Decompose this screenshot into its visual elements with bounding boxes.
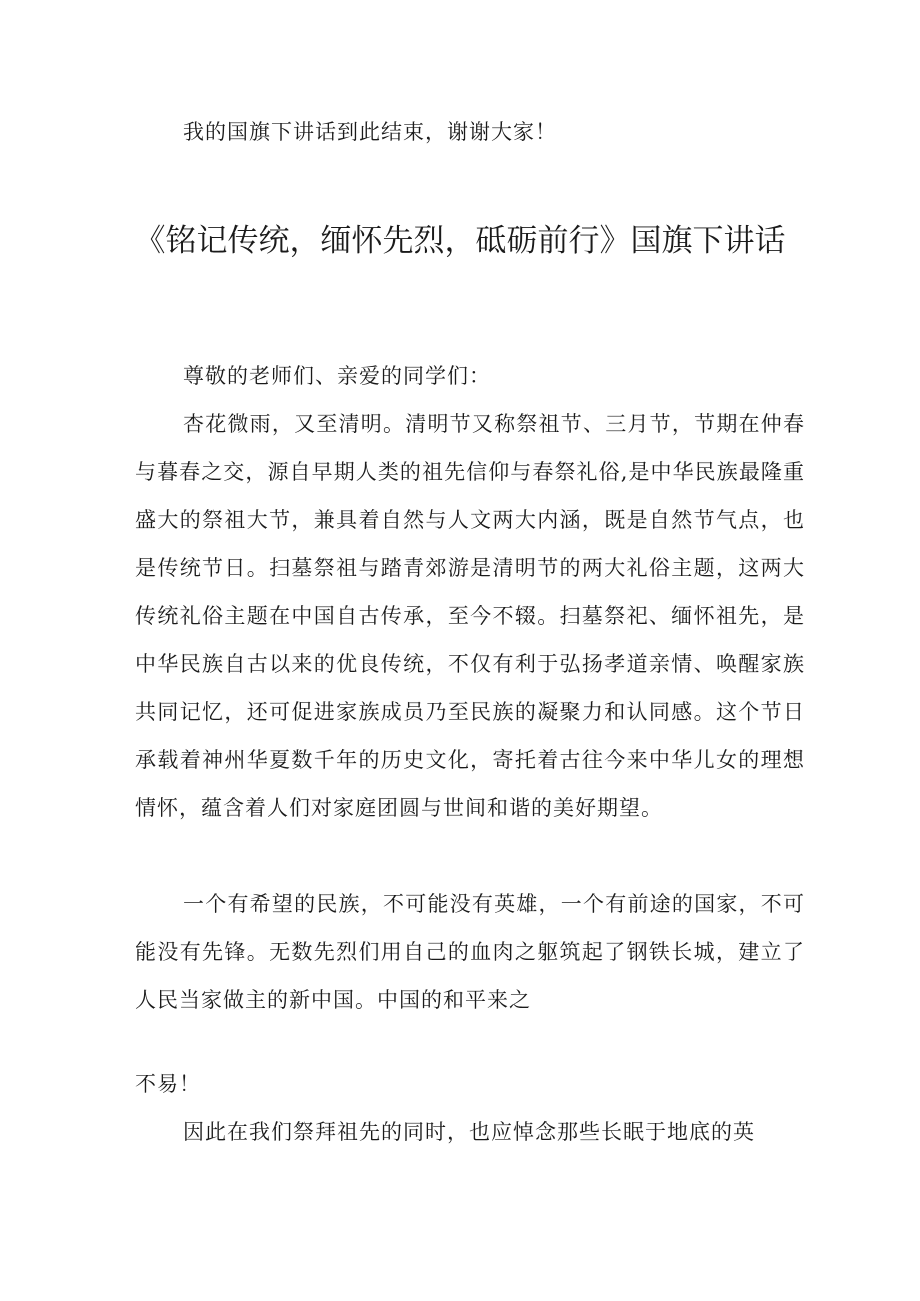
paragraph-mourning: 因此在我们祭拜祖先的同时，也应悼念那些长眠于地底的英 [183,1120,755,1144]
page-title: 《铭记传统，缅怀先烈，砥砺前行》国旗下讲话 [134,223,786,259]
closing-line: 我的国旗下讲话到此结束，谢谢大家！ [183,120,557,144]
salutation: 尊敬的老师们、亲爱的同学们： [183,364,491,388]
paragraph-heroes: 一个有希望的民族，不可能没有英雄，一个有前途的国家，不可能没有先锋。无数先烈们用自己的血肉之躯筑起了钢铁长城，建立了人民当家做主的新中国。中国的和平来之 [135,892,805,1012]
paragraph-qingming: 杏花微雨，又至清明。清明节又称祭祖节、三月节，节期在仲春与暮春之交，源自早期人类的祖先信仰与春祭礼俗,是中华民族最隆重盛大的祭祖大节，兼具着自然与人文两大内涵，既是自然节气点，也是传统节日。扫墓祭祖与踏青郊游是清明节的两大礼俗主题，这两大传统礼俗主题在中国自古传承，至今不辍。扫墓祭祀、缅怀祖先，是中华民族自古以来的优良传统，不仅有利于弘扬孝道亲情、唤醒家族共同记忆，还可促进家族成员乃至民族的凝聚力和认同感。这个节日承载着神州华夏数千年的历史文化，寄托着古往今来中华儿女的理想情怀，蕴含着人们对家庭团圆与世间和谐的美好期望。 [135,412,805,820]
paragraph-continuation: 不易！ [135,1072,201,1096]
